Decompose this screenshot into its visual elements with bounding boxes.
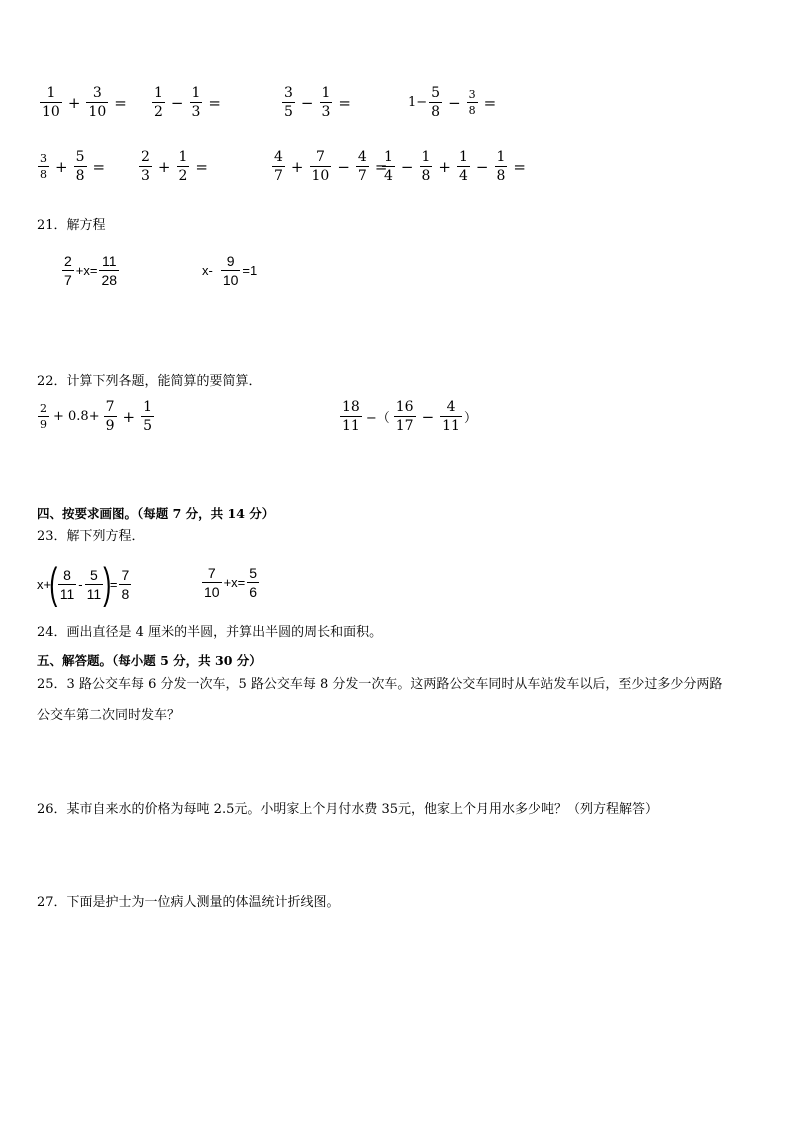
expr-row2-4: $\frac{1}{4}$ − $\frac{1}{8}$ + $\frac{1}{4}$ − $\frac{1}{8}$ =: [384, 149, 526, 184]
question-27: 27．下面是护士为一位病人测量的体温统计折线图。: [37, 895, 340, 910]
question-25-line-2: 公交车第二次同时发车？: [37, 708, 181, 723]
expr-row2-2: $\frac{2}{3}$ + $\frac{1}{2}$ =: [141, 149, 208, 184]
q21-equation-1: $\frac{2}{7}$ +x= $\frac{11}{28}$: [64, 253, 118, 288]
q23-equation-1: x+ ( $\frac{8}{11}$ - $\frac{5}{11}$ ) = $\frac{7}{8}$: [37, 559, 130, 608]
question-24: 24．画出直径是 4 厘米的半圆，并算出半圆的周长和面积。: [37, 625, 383, 640]
expr-row2-3: $\frac{4}{7}$ + $\frac{7}{10}$ − $\frac{4}{7}$ =: [274, 149, 388, 184]
q21-equation-2: x- $\frac{9}{10}$ =1: [202, 253, 258, 288]
q22-expression-2: $\frac{18}{11}$ −（ $\frac{16}{17}$ − $\frac{4}{11}$ ）: [342, 399, 477, 434]
expr-row1-2: $\frac{1}{2}$ − $\frac{1}{3}$ =: [154, 85, 221, 120]
question-23-title: 23．解下列方程．: [37, 529, 145, 544]
question-21-title: 21．解方程: [37, 218, 106, 233]
fraction: $\frac{3}{10}$: [88, 85, 107, 120]
section-5-heading: 五、解答题。（每小题 5 分，共 30 分）: [37, 653, 262, 668]
expr-row1-4: 1− $\frac{5}{8}$ − $\frac{3}{8}$ =: [408, 85, 497, 120]
fraction: $\frac{1}{10}$: [42, 85, 60, 120]
q22-expression-1: $\frac{2}{9}$ + 0.8+ $\frac{7}{9}$ + $\frac{1}{5}$: [40, 399, 153, 434]
expr-row1-1: $\frac{1}{10}$ + $\frac{3}{10}$ =: [42, 85, 127, 120]
question-26: 26．某市自来水的价格为每吨 2.5元。小明家上个月付水费 35元，他家上个月用水多少吨？（列方程解答）: [37, 802, 659, 817]
expr-row1-3: $\frac{3}{5}$ − $\frac{1}{3}$ =: [284, 85, 351, 120]
section-4-heading: 四、按要求画图。（每题 7 分，共 14 分）: [37, 506, 275, 521]
expr-row2-1: $\frac{3}{8}$ + $\frac{5}{8}$ =: [40, 149, 106, 184]
question-25-line-1: 25．3 路公交车每 6 分发一次车，5 路公交车每 8 分发一次车。这两路公交车同时从车站发车以后，至少过多少分两路: [37, 677, 723, 692]
question-22-title: 22．计算下列各题，能简算的要简算．: [37, 374, 262, 389]
q23-equation-2: $\frac{7}{10}$ +x= $\frac{5}{6}$: [204, 565, 258, 600]
